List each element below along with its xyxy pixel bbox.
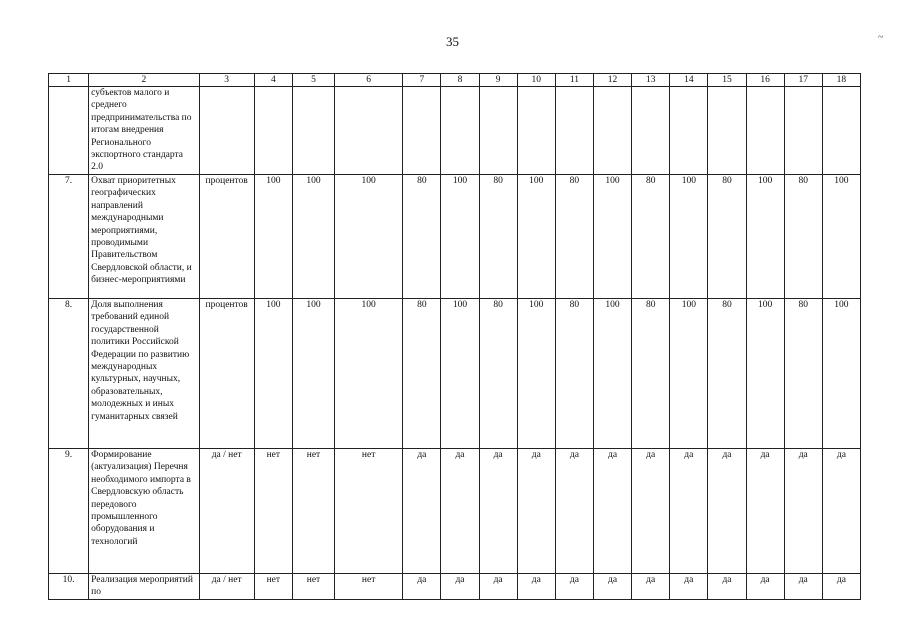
value-cell: 100 <box>335 175 403 299</box>
value-cell: 100 <box>822 299 860 449</box>
value-cell: 100 <box>593 299 631 449</box>
value-cell <box>479 87 517 175</box>
value-cell <box>670 87 708 175</box>
value-cell: 100 <box>254 175 292 299</box>
value-cell <box>441 87 479 175</box>
value-cell: 80 <box>784 299 822 449</box>
value-cell: 100 <box>746 299 784 449</box>
unit-cell: да / нет <box>199 449 254 574</box>
header-cell: 18 <box>822 74 860 87</box>
header-cell: 7 <box>403 74 441 87</box>
header-cell: 4 <box>254 74 292 87</box>
value-cell: да <box>441 449 479 574</box>
page-number: 35 <box>446 34 459 49</box>
value-cell: 100 <box>254 299 292 449</box>
table-row <box>49 87 861 175</box>
value-cell: да <box>670 574 708 600</box>
header-cell: 8 <box>441 74 479 87</box>
value-cell: нет <box>254 574 292 600</box>
value-cell: да <box>593 449 631 574</box>
table-row <box>49 574 861 600</box>
value-cell <box>403 87 441 175</box>
header-cell: 6 <box>335 74 403 87</box>
value-cell: да <box>632 574 670 600</box>
value-cell: 100 <box>517 175 555 299</box>
value-cell <box>632 87 670 175</box>
value-cell: 100 <box>441 299 479 449</box>
header-cell: 10 <box>517 74 555 87</box>
header-cell: 15 <box>708 74 746 87</box>
row-number: 10. <box>49 574 89 600</box>
header-cell: 14 <box>670 74 708 87</box>
row-number: 7. <box>49 175 89 299</box>
value-cell <box>784 87 822 175</box>
value-cell: 80 <box>632 175 670 299</box>
indicator-table <box>48 73 861 600</box>
indicator-name: субъектов малого и среднего предпринимательства по итогам внедрения Регионального экспортного стандарта 2.0 <box>89 87 199 175</box>
value-cell: 100 <box>746 175 784 299</box>
indicator-name: Охват приоритетных географических направлений международными мероприятиями, проводимыми Правительством Свердловской области, и бизнес-мероприятиями <box>89 175 199 299</box>
value-cell: да <box>593 574 631 600</box>
value-cell: нет <box>335 449 403 574</box>
unit-cell: процентов <box>199 175 254 299</box>
value-cell: 80 <box>479 299 517 449</box>
header-cell: 13 <box>632 74 670 87</box>
indicator-name: Реализация мероприятий по <box>89 574 199 600</box>
value-cell: нет <box>254 449 292 574</box>
value-cell: да <box>441 574 479 600</box>
header-cell: 11 <box>555 74 593 87</box>
value-cell: 100 <box>822 175 860 299</box>
header-cell: 2 <box>89 74 199 87</box>
value-cell <box>254 87 292 175</box>
value-cell: 80 <box>479 175 517 299</box>
header-cell: 5 <box>292 74 334 87</box>
value-cell: да <box>746 449 784 574</box>
value-cell: 80 <box>708 299 746 449</box>
row-number <box>49 87 89 175</box>
value-cell: 80 <box>632 299 670 449</box>
value-cell <box>593 87 631 175</box>
unit-cell <box>199 87 254 175</box>
value-cell <box>555 87 593 175</box>
value-cell: 80 <box>708 175 746 299</box>
value-cell: 80 <box>403 175 441 299</box>
value-cell: 80 <box>403 299 441 449</box>
header-row <box>49 74 861 87</box>
indicator-name: Доля выполнения требований единой государственной политики Российской Федерации по развитию международных культурных, научных, образовательных, молодежных и иных гуманитарных связей <box>89 299 199 449</box>
value-cell: 80 <box>555 299 593 449</box>
unit-cell: процентов <box>199 299 254 449</box>
value-cell <box>517 87 555 175</box>
unit-cell: да / нет <box>199 574 254 600</box>
value-cell: 80 <box>555 175 593 299</box>
value-cell: да <box>555 574 593 600</box>
header-cell: 9 <box>479 74 517 87</box>
value-cell <box>822 87 860 175</box>
header-cell: 1 <box>49 74 89 87</box>
value-cell: да <box>708 449 746 574</box>
value-cell: нет <box>292 449 334 574</box>
value-cell: 100 <box>670 175 708 299</box>
value-cell: да <box>632 449 670 574</box>
value-cell: 100 <box>517 299 555 449</box>
value-cell: нет <box>335 574 403 600</box>
row-number: 9. <box>49 449 89 574</box>
value-cell: да <box>670 449 708 574</box>
value-cell: 100 <box>292 299 334 449</box>
value-cell: да <box>746 574 784 600</box>
value-cell: да <box>403 574 441 600</box>
table-row <box>49 449 861 574</box>
value-cell: да <box>784 574 822 600</box>
value-cell: да <box>479 574 517 600</box>
row-number: 8. <box>49 299 89 449</box>
header-cell: 3 <box>199 74 254 87</box>
value-cell: нет <box>292 574 334 600</box>
value-cell: 100 <box>292 175 334 299</box>
value-cell: да <box>555 449 593 574</box>
value-cell: 100 <box>335 299 403 449</box>
corner-mark: ~ <box>878 32 884 43</box>
value-cell: да <box>784 449 822 574</box>
value-cell: 80 <box>784 175 822 299</box>
value-cell: да <box>822 574 860 600</box>
value-cell: 100 <box>593 175 631 299</box>
header-cell: 17 <box>784 74 822 87</box>
value-cell: да <box>708 574 746 600</box>
value-cell: да <box>517 449 555 574</box>
value-cell <box>708 87 746 175</box>
table-row <box>49 299 861 449</box>
table-row <box>49 175 861 299</box>
value-cell: да <box>403 449 441 574</box>
indicator-name: Формирование (актуализация) Перечня необходимого импорта в Свердловскую область передового промышленного оборудования и технологий <box>89 449 199 574</box>
value-cell <box>292 87 334 175</box>
value-cell: 100 <box>670 299 708 449</box>
value-cell: да <box>479 449 517 574</box>
header-cell: 12 <box>593 74 631 87</box>
value-cell: да <box>517 574 555 600</box>
value-cell <box>746 87 784 175</box>
value-cell: 100 <box>441 175 479 299</box>
value-cell <box>335 87 403 175</box>
value-cell: да <box>822 449 860 574</box>
header-cell: 16 <box>746 74 784 87</box>
